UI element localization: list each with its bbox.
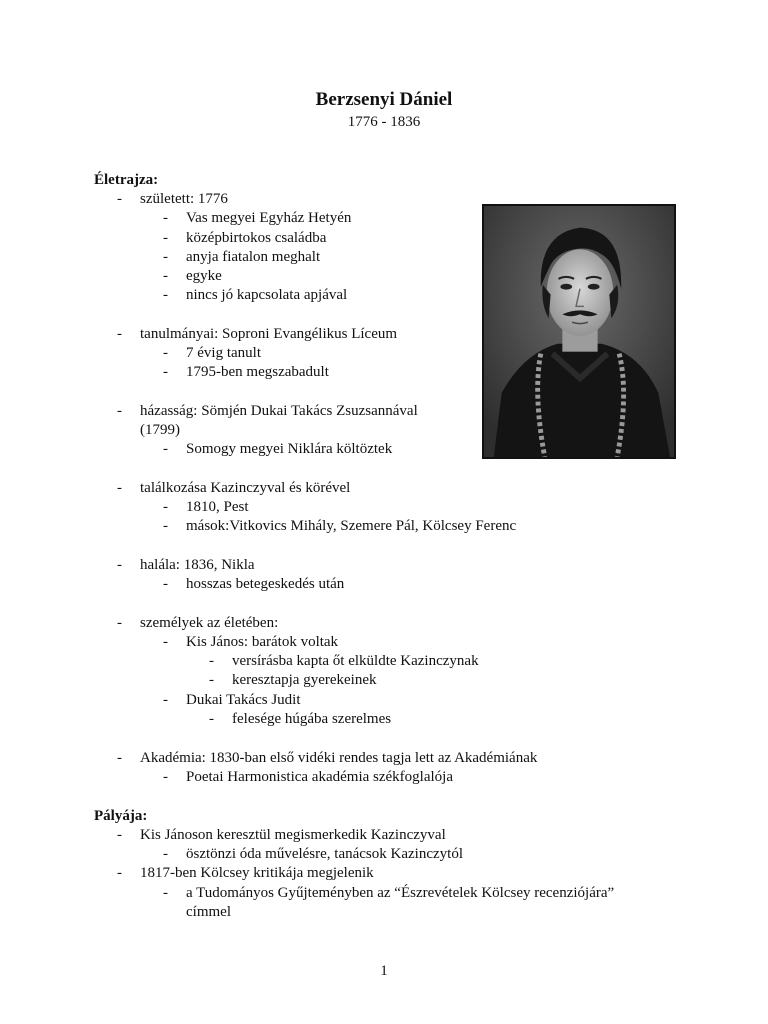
list-item: Kis Jánoson keresztül megismerkedik Kazinczyval bbox=[140, 827, 446, 843]
sub-list-item: Kis János: barátok voltak bbox=[186, 634, 339, 650]
bullet-dash: - bbox=[163, 692, 168, 708]
sub-list-item: Somogy megyei Niklára költöztek bbox=[186, 441, 393, 457]
bullet-dash: - bbox=[117, 326, 122, 342]
bullet-dash: - bbox=[163, 518, 168, 534]
list-item: született: 1776 bbox=[140, 191, 228, 207]
bullet-dash: - bbox=[209, 711, 214, 727]
list-item-continuation: (1799) bbox=[140, 422, 180, 438]
bullet-dash: - bbox=[209, 672, 214, 688]
document-years: 1776 - 1836 bbox=[347, 114, 421, 130]
bullet-dash: - bbox=[163, 846, 168, 862]
bullet-dash: - bbox=[117, 403, 122, 419]
sub-list-item: középbirtokos családba bbox=[186, 230, 327, 246]
bullet-dash: - bbox=[117, 865, 122, 881]
sub-list-item: 7 évig tanult bbox=[186, 345, 261, 361]
sub-list-item: nincs jó kapcsolata apjával bbox=[186, 287, 348, 303]
list-item: Akadémia: 1830-ban első vidéki rendes tagja lett az Akadémiának bbox=[140, 750, 538, 766]
sub-list-item: Dukai Takács Judit bbox=[186, 692, 301, 708]
bullet-dash: - bbox=[163, 499, 168, 515]
bullet-dash: - bbox=[117, 827, 122, 843]
bullet-dash: - bbox=[163, 769, 168, 785]
sub-sub-list-item: keresztapja gyerekeinek bbox=[232, 672, 377, 688]
bullet-dash: - bbox=[163, 230, 168, 246]
list-item: 1817-ben Kölcsey kritikája megjelenik bbox=[140, 865, 374, 881]
section-heading-palyaja: Pályája: bbox=[94, 808, 148, 824]
sub-list-item: egyke bbox=[186, 268, 222, 284]
list-item: tanulmányai: Soproni Evangélikus Líceum bbox=[140, 326, 398, 342]
portrait-image bbox=[482, 204, 676, 459]
bullet-dash: - bbox=[163, 268, 168, 284]
list-item: halála: 1836, Nikla bbox=[140, 557, 255, 573]
bullet-dash: - bbox=[209, 653, 214, 669]
portrait-engraving-icon bbox=[484, 206, 674, 457]
sub-sub-list-item: felesége húgába szerelmes bbox=[232, 711, 392, 727]
sub-list-item: anyja fiatalon meghalt bbox=[186, 249, 321, 265]
sub-list-item: 1810, Pest bbox=[186, 499, 249, 515]
bullet-dash: - bbox=[117, 557, 122, 573]
bullet-dash: - bbox=[163, 249, 168, 265]
bullet-dash: - bbox=[163, 345, 168, 361]
bullet-dash: - bbox=[163, 576, 168, 592]
sub-sub-list-item: versírásba kapta őt elküldte Kazinczynak bbox=[232, 653, 479, 669]
sub-list-item-continuation: címmel bbox=[186, 904, 231, 920]
document-title: Berzsenyi Dániel bbox=[315, 89, 453, 110]
section-heading-eletrajza: Életrajza: bbox=[94, 172, 159, 188]
sub-list-item: Poetai Harmonistica akadémia székfoglalója bbox=[186, 769, 453, 785]
sub-list-item: Vas megyei Egyház Hetyén bbox=[186, 210, 352, 226]
sub-list-item: ösztönzi óda művelésre, tanácsok Kazinczytól bbox=[186, 846, 463, 862]
bullet-dash: - bbox=[163, 287, 168, 303]
bullet-dash: - bbox=[117, 615, 122, 631]
sub-list-item: a Tudományos Gyűjteményben az “Észrevételek Kölcsey recenziójára” bbox=[186, 885, 615, 901]
bullet-dash: - bbox=[163, 634, 168, 650]
bullet-dash: - bbox=[163, 210, 168, 226]
bullet-dash: - bbox=[117, 480, 122, 496]
sub-list-item: 1795-ben megszabadult bbox=[186, 364, 329, 380]
bullet-dash: - bbox=[163, 885, 168, 901]
bullet-dash: - bbox=[117, 191, 122, 207]
list-item: találkozása Kazinczyval és körével bbox=[140, 480, 351, 496]
bullet-dash: - bbox=[117, 750, 122, 766]
bullet-dash: - bbox=[163, 364, 168, 380]
sub-list-item: mások:Vitkovics Mihály, Szemere Pál, Kölcsey Ferenc bbox=[186, 518, 517, 534]
sub-list-item: hosszas betegeskedés után bbox=[186, 576, 345, 592]
bullet-dash: - bbox=[163, 441, 168, 457]
page-number: 1 bbox=[380, 963, 388, 979]
list-item: személyek az életében: bbox=[140, 615, 279, 631]
list-item: házasság: Sömjén Dukai Takács Zsuzsannával bbox=[140, 403, 418, 419]
